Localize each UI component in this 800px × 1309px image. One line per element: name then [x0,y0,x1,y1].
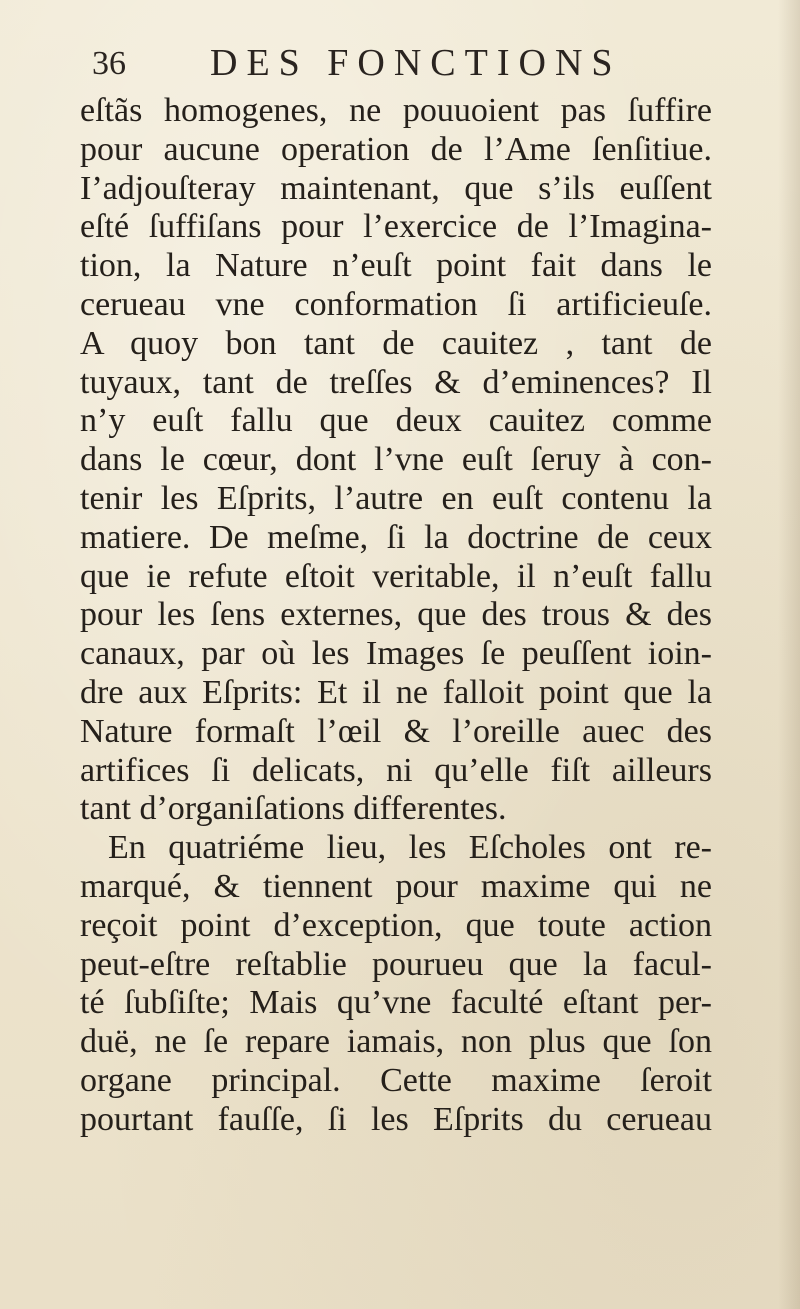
text-line: cerueau vne conformation ſi artificieuſe. [80,285,712,323]
text-line: duë, ne ſe repare iamais, non plus que ſon [80,1023,712,1061]
text-line: dre aux Eſprits: Et il ne falloit point que la [80,673,712,711]
text-line: canaux, par où les Images ſe peuſſent ioin- [80,635,712,673]
text-line: que ie refute eſtoit veritable, il n’euſt fallu [80,557,712,595]
text-line: tion, la Nature n’euſt point fait dans le [80,247,712,285]
page-number: 36 [92,45,126,82]
text-line: tuyaux, tant de treſſes & d’eminences? Il [80,363,712,401]
text-line: eſté ſuffiſans pour l’exercice de l’Imagina- [80,208,712,246]
text-line: marqué, & tiennent pour maxime qui ne [80,867,712,905]
text-line: pour aucune operation de l’Ame ſenſitiue. [80,130,712,168]
text-line: té ſubſiſte; Mais qu’vne faculté eſtant per- [80,984,712,1022]
page-edge-shadow [778,0,800,1309]
text-line: I’adjouſteray maintenant, que s’ils euſſent [80,169,712,207]
text-line: n’y euſt fallu que deux cauitez comme [80,402,712,440]
text-line: pourtant fauſſe, ſi les Eſprits du cerueau [80,1100,712,1138]
text-line: dans le cœur, dont l’vne euſt ſeruy à con- [80,441,712,479]
text-line: eſtãs homogenes, ne pouuoient pas ſuffire [80,92,712,129]
text-line: A quoy bon tant de cauitez , tant de [80,324,712,362]
text-line: tenir les Eſprits, l’autre en euſt contenu la [80,479,712,517]
paragraph-end-line: tant d’organiſations differentes. [80,790,507,828]
text-line: organe principal. Cette maxime ſeroit [80,1061,712,1099]
paragraph-start-line: En quatriéme lieu, les Eſcholes ont re- [108,829,712,867]
body-text [80,92,712,1140]
text-line: matiere. De meſme, ſi la doctrine de ceux [80,518,712,556]
running-title: DES FONCTIONS [210,42,622,84]
text-line: peut-eſtre reſtablie pourueu que la facul- [80,945,712,983]
text-line: reçoit point d’exception, que toute action [80,906,712,944]
text-line: Nature formaſt l’œil & l’oreille auec des [80,712,712,750]
text-line: artifices ſi delicats, ni qu’elle fiſt ailleurs [80,751,712,789]
page-header [92,42,712,90]
text-line: pour les ſens externes, que des trous & des [80,596,712,634]
